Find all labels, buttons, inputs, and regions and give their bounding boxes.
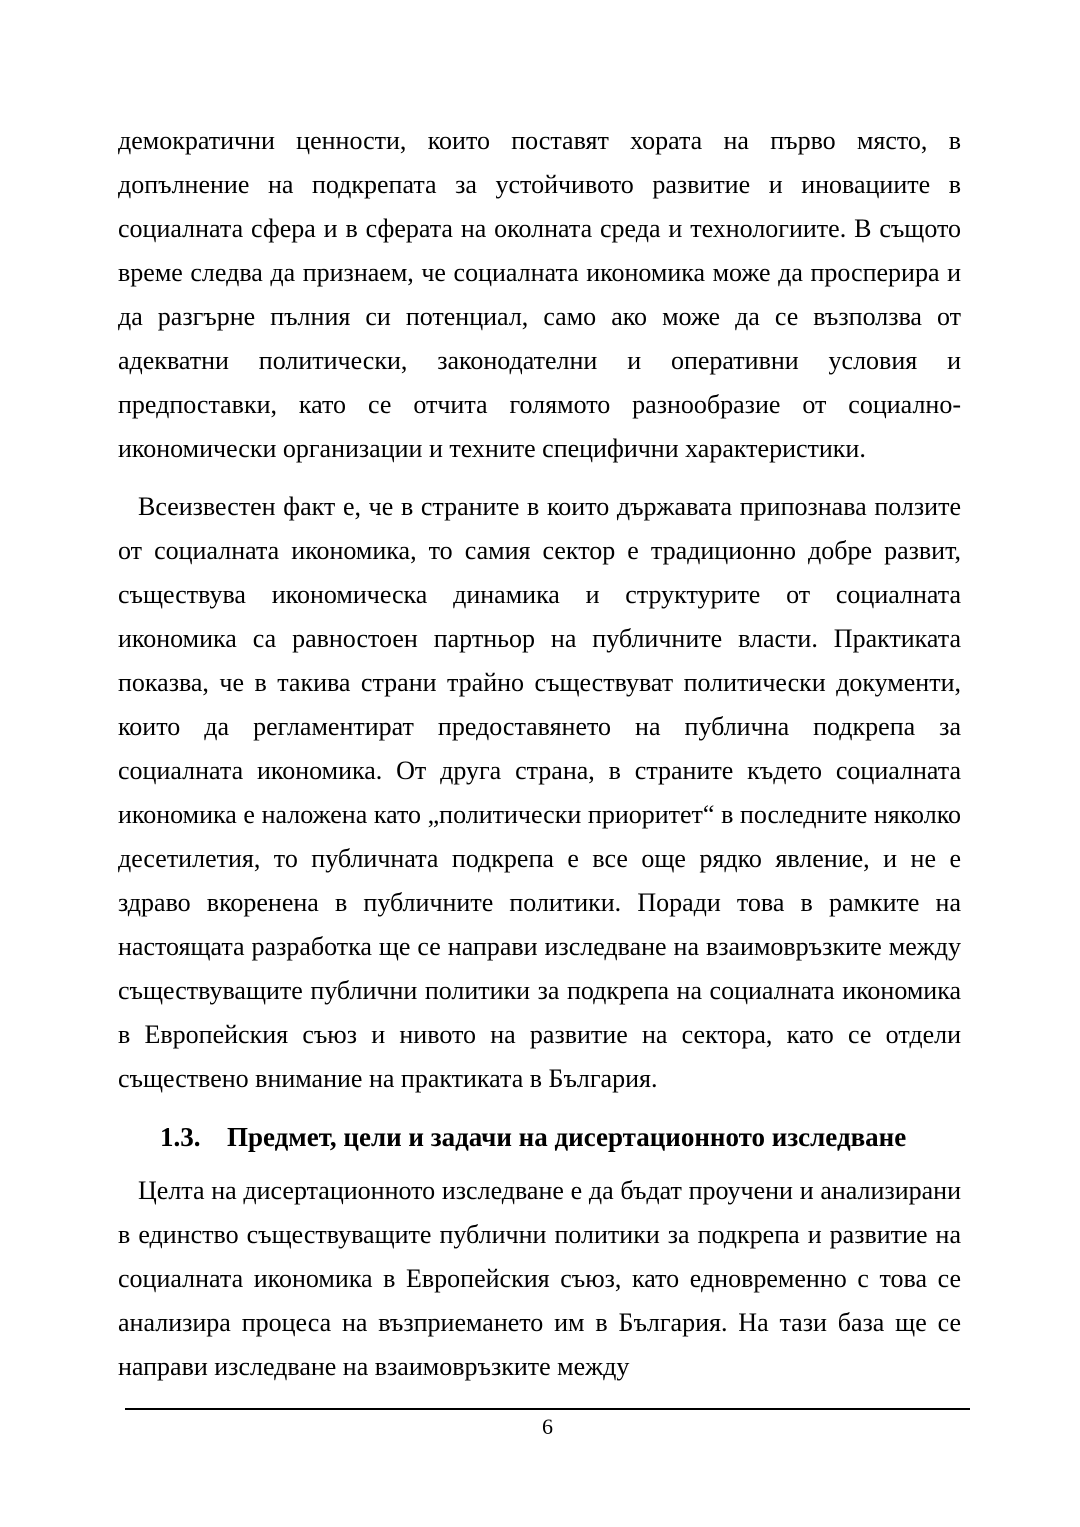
page-footer [125, 1408, 970, 1440]
paragraph: Целта на дисертационното изследване е да бъдат проучени и анализирани в единство съществуващите публични политики за подкрепа и развитие на социалната икономика в Европейския съюз, като едновременно с това се анализира процеса на възприемането им в България. На тази база ще се направи изследване на взаимовръзките между [118, 1176, 961, 1381]
section-heading-number: 1.3. [160, 1122, 201, 1152]
page-number: 6 [542, 1414, 553, 1439]
section-heading-title: Предмет, цели и задачи на дисертационното изследване [227, 1122, 907, 1152]
paragraph: Всеизвестен факт е, че в страните в които държавата припознава ползите от социалната икономика, то самия сектор е традиционно добре развит, съществува икономическа динамика и структурите от социалната икономика са равностоен партньор на публичните власти. Практиката показва, че в такива страни трайно съществуват политически документи, които да регламентират предоставянето на публична подкрепа за социалната икономика. От друга страна, в страните където социалната икономика е наложена като „политически приоритет“ в последните няколко десетилетия, то публичната подкрепа е все още рядко явление, и не е здраво вкоренена в публичните политики. Поради това в рамките на настоящата разработка ще се направи изследване на взаимовръзките между съществуващите публични политики за подкрепа на социалната икономика в Европейския съюз и нивото на развитие на сектора, като се отдели съществено внимание на практиката в България. [118, 492, 961, 1093]
paragraph-continuation: демократични ценности, които поставят хората на първо място, в допълнение на подкрепата за устойчивото развитие и иновациите в социалната сфера и в сферата на околната среда и технологиите. В същото време следва да признаем, че социалната икономика може да просперира и да разгърне пълния си потенциал, само ако може да се възползва от адекватни политически, законодателни и оперативни условия и предпоставки, като се отчита голямото разнообразие от социално-икономически организации и техните специфични характеристики. [118, 126, 961, 463]
page-content [118, 119, 961, 1403]
section-heading [118, 1115, 961, 1159]
footer-divider-line [125, 1408, 970, 1410]
